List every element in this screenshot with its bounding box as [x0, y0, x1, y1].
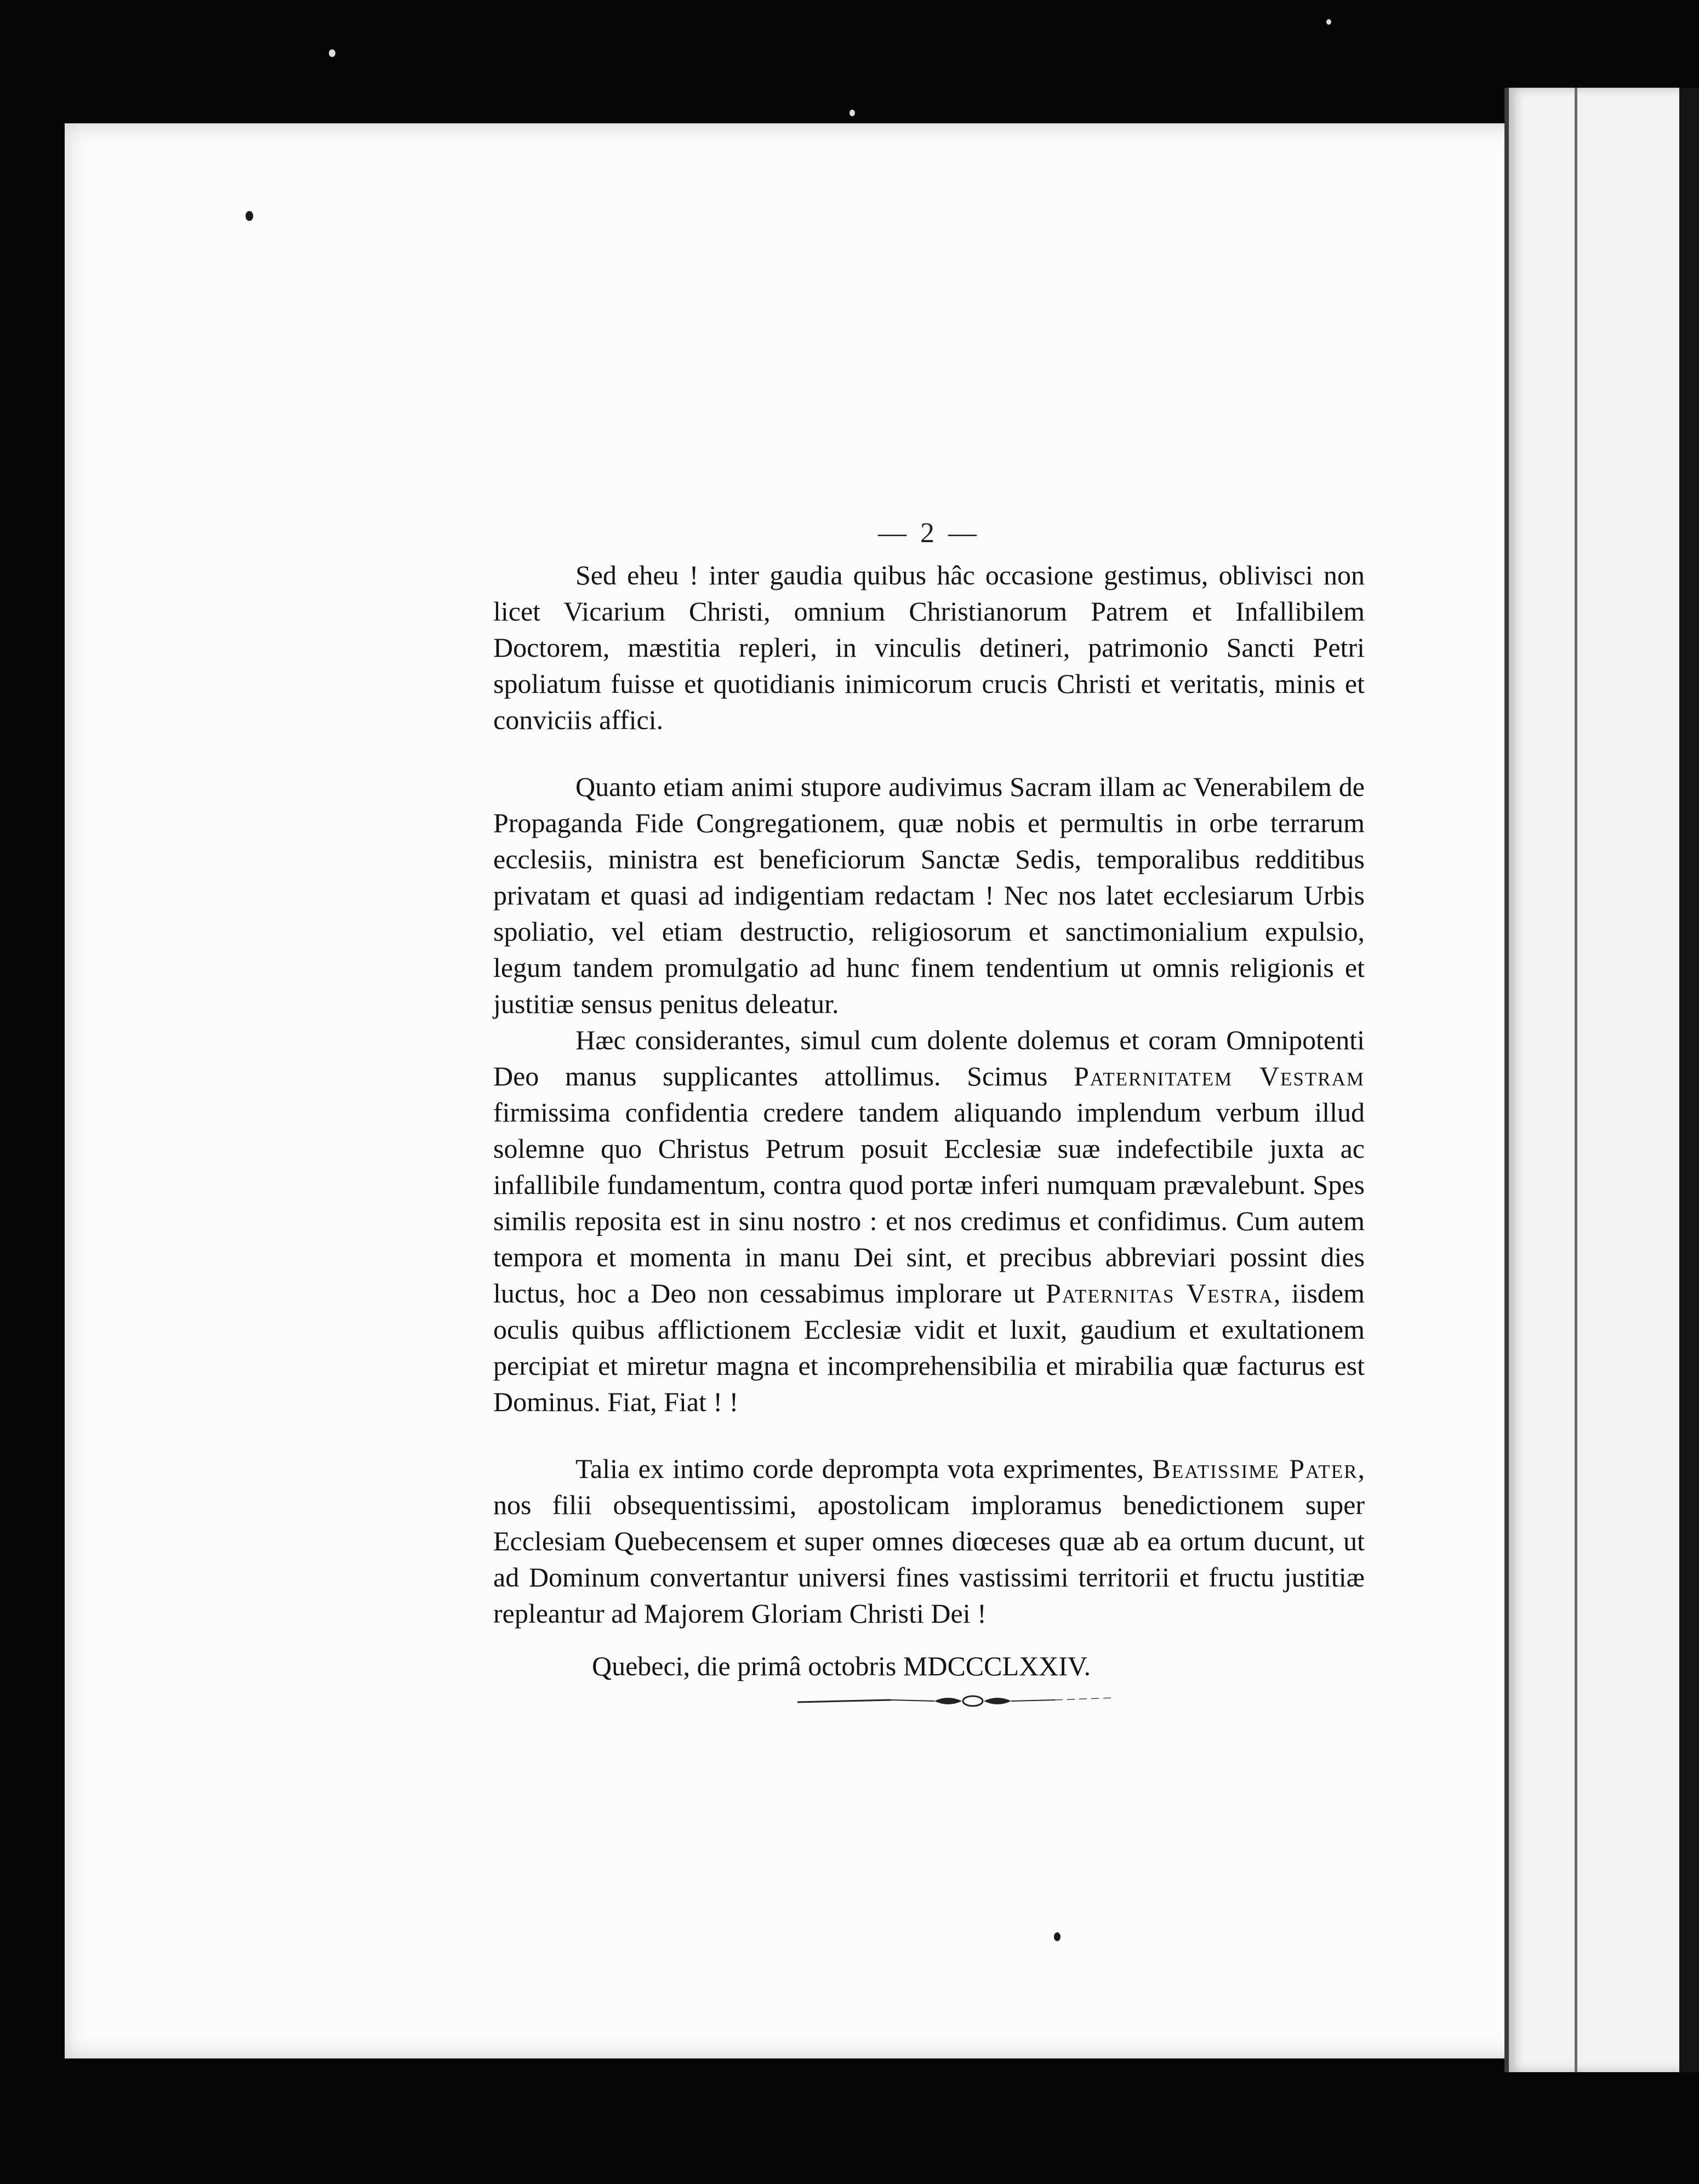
document-body: [493, 515, 1365, 1684]
scan-border: [1679, 88, 1699, 2072]
adjacent-page-edge: [1504, 88, 1699, 2072]
scan-speck: [329, 49, 335, 57]
dateline: Quebeci, die primâ octobris MDCCCLXXIV.: [592, 1651, 1091, 1681]
page-number: — 2 —: [878, 517, 980, 549]
paragraph: Quanto etiam animi stupore audivimus Sacram illam ac Venerabilem de Propaganda Fide Congregationem, quæ nobis et permultis in orbe terrarum ecclesiis, ministra est beneficiorum Sanctæ Sedis, temporalibus redditibus privatam et quasi ad indigentiam redactam ! Nec nos latet ecclesiarum Urbis spoliatio, vel etiam destructio, religiosorum et sanctimonialium expulsio, legum tandem promulgatio ad hunc finem tendentium ut omnis religionis et justitiæ sensus penitus deleatur.: [493, 771, 1365, 1019]
paragraph-text: Talia ex intimo corde deprompta vota exprimentes,: [575, 1453, 1153, 1484]
paragraph-gap: [493, 1420, 1365, 1451]
ornament-divider: [797, 1690, 1115, 1712]
paragraph-gap: [493, 738, 1365, 769]
page-rule: [1575, 88, 1577, 2072]
small-caps-text: Beatissime Pater: [1152, 1453, 1358, 1484]
paragraph-text: , iisdem oculis quibus afflictionem Ecclesiæ vidit et luxit, gaudium et exultationem percipiat et miretur magna et incomprehensibilia et mirabilia quæ facturus est Dominus. Fiat, Fiat ! !: [493, 1278, 1365, 1417]
ink-speck: [1054, 1932, 1061, 1941]
paragraph: [493, 1451, 1365, 1631]
small-caps-text: Paternitatem Vestram: [1074, 1061, 1365, 1091]
scan-speck: [850, 110, 855, 116]
paragraph-text: , nos filii obsequentissimi, apostolicam imploramus benedictionem super Ecclesiam Quebecensem et super omnes diœceses quæ ab ea ortum ducunt, ut ad Dominum convertantur universi fines vastissimi territorii et fructu justitiæ repleantur ad Majorem Gloriam Christi Dei !: [493, 1453, 1365, 1629]
scan-speck: [1326, 19, 1331, 25]
small-caps-text: Paternitas Vestra: [1045, 1278, 1274, 1309]
paragraph: [493, 1022, 1365, 1420]
paragraph: Sed eheu ! inter gaudia quibus hâc occasione gestimus, oblivisci non licet Vicarium Christi, omnium Christianorum Patrem et Infallibilem Doctorem, mæstitia repleri, in vinculis detineri, patrimonio Sancti Petri spoliatum fuisse et quotidianis inimicorum crucis Christi et veritatis, minis et conviciis affici.: [493, 560, 1365, 735]
ink-speck: [246, 211, 253, 221]
paragraph-text: firmissima confidentia credere tandem aliquando implendum verbum illud solemne quo Christus Petrum posuit Ecclesiæ suæ indefectibile juxta ac infallibile fundamentum, contra quod portæ inferi numquam prævalebunt. Spes similis reposita est in sinu nostro : et nos credimus et confidimus. Cum autem tempora et momenta in manu Dei sint, et precibus abbreviari possint dies luctus, hoc a Deo non cessabimus implorare ut: [493, 1097, 1365, 1309]
paragraph-text: Hæc considerantes, simul cum dolente dolemus et coram Omnipotenti Deo manus supplicantes attollimus. Scimus: [493, 1025, 1365, 1091]
